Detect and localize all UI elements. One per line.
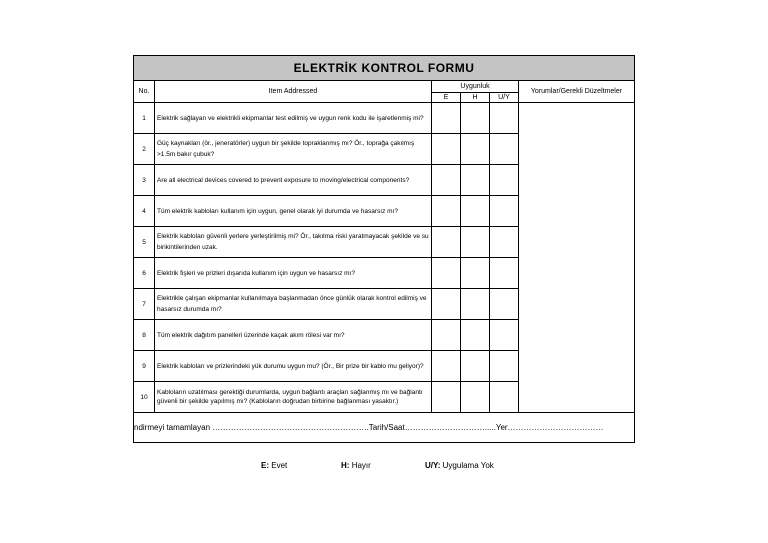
header-h: H [461, 93, 490, 103]
h-checkbox-cell[interactable] [461, 382, 490, 413]
legend-h: H: Hayır [341, 461, 371, 470]
uy-checkbox-cell[interactable] [490, 165, 519, 196]
header-no: No. [134, 81, 155, 103]
uy-checkbox-cell[interactable] [490, 196, 519, 227]
completed-by-field[interactable]: ndirmeyi tamamlayan ………………………………………………….. [134, 423, 369, 432]
h-checkbox-cell[interactable] [461, 289, 490, 320]
header-uygunluk: Uygunluk [432, 81, 519, 93]
header-comments: Yorumlar/Gerekli Düzeltmeler [519, 81, 635, 103]
h-checkbox-cell[interactable] [461, 196, 490, 227]
h-checkbox-cell[interactable] [461, 103, 490, 134]
h-checkbox-cell[interactable] [461, 320, 490, 351]
uy-checkbox-cell[interactable] [490, 103, 519, 134]
comments-cell[interactable] [519, 103, 635, 413]
form-title: ELEKTRİK KONTROL FORMU [134, 56, 635, 81]
e-checkbox-cell[interactable] [432, 289, 461, 320]
row-question: Elektrik kabloları güvenli yerlere yerleştirilmiş mi? Ör., takılma riski yaratmayacak şekilde ve su birikintilerinden uzak. [155, 227, 432, 258]
legend-e: E: Evet [261, 461, 288, 470]
uy-checkbox-cell[interactable] [490, 320, 519, 351]
row-question: Güç kaynakları (ör., jeneratörler) uygun bir şekilde topraklanmış mı? Ör., toprağa çakılmış >1.5m bakır çubuk? [155, 134, 432, 165]
row-question: Elektrikle çalışan ekipmanlar kullanılmaya başlanmadan önce günlük olarak kontrol edilmiş ve hasarsız durumda mı? [155, 289, 432, 320]
h-checkbox-cell[interactable] [461, 351, 490, 382]
row-number: 8 [134, 320, 155, 351]
electrical-check-form [133, 55, 633, 443]
e-checkbox-cell[interactable] [432, 196, 461, 227]
uy-checkbox-cell[interactable] [490, 134, 519, 165]
e-checkbox-cell[interactable] [432, 351, 461, 382]
row-question: Elektrik sağlayan ve elektrikli ekipmanlar test edilmiş ve uygun renk kodu ile işaretlenmiş mi? [155, 103, 432, 134]
row-number: 10 [134, 382, 155, 413]
e-checkbox-cell[interactable] [432, 103, 461, 134]
h-checkbox-cell[interactable] [461, 227, 490, 258]
uy-checkbox-cell[interactable] [490, 289, 519, 320]
signature-footer [134, 413, 635, 443]
row-number: 7 [134, 289, 155, 320]
header-item: Item Addressed [155, 81, 432, 103]
check-table [133, 55, 635, 443]
row-number: 9 [134, 351, 155, 382]
e-checkbox-cell[interactable] [432, 165, 461, 196]
row-question: Tüm elektrik kabloları kullanım için uygun, genel olarak iyi durumda ve hasarsız mı? [155, 196, 432, 227]
header-e: E [432, 93, 461, 103]
h-checkbox-cell[interactable] [461, 258, 490, 289]
row-question: Elektrik kabloları ve prizlerindeki yük durumu uygun mu? (Ör., Bir prize bir kablo mu geliyor)? [155, 351, 432, 382]
legend-uy: U/Y: Uygulama Yok [425, 461, 494, 470]
h-checkbox-cell[interactable] [461, 165, 490, 196]
e-checkbox-cell[interactable] [432, 320, 461, 351]
uy-checkbox-cell[interactable] [490, 258, 519, 289]
row-number: 6 [134, 258, 155, 289]
header-uy: U/Y [490, 93, 519, 103]
uy-checkbox-cell[interactable] [490, 351, 519, 382]
uy-checkbox-cell[interactable] [490, 227, 519, 258]
e-checkbox-cell[interactable] [432, 227, 461, 258]
date-time-field[interactable]: Tarih/Saat…………………………..... [368, 423, 496, 432]
row-number: 4 [134, 196, 155, 227]
row-question: Elektrik fişleri ve prizleri dışarıda kullanım için uygun ve hasarsız mı? [155, 258, 432, 289]
row-number: 2 [134, 134, 155, 165]
row-question: Tüm elektrik dağıtım panelleri üzerinde kaçak akım rölesi var mı? [155, 320, 432, 351]
e-checkbox-cell[interactable] [432, 258, 461, 289]
e-checkbox-cell[interactable] [432, 382, 461, 413]
uy-checkbox-cell[interactable] [490, 382, 519, 413]
row-number: 1 [134, 103, 155, 134]
row-number: 5 [134, 227, 155, 258]
place-field[interactable]: Yer……………………………… [495, 423, 604, 432]
e-checkbox-cell[interactable] [432, 134, 461, 165]
table-row [134, 103, 635, 134]
row-question: Are all electrical devices covered to prevent exposure to moving/electrical components? [155, 165, 432, 196]
row-number: 3 [134, 165, 155, 196]
row-question: Kabloların uzatılması gerektiği durumlarda, uygun bağlantı araçları sağlanmış mı ve bağlantı güvenli bir şekilde yapılmış mı? (Kabloların doğrudan birbirine bağlanması yasaktır.) [155, 382, 432, 413]
h-checkbox-cell[interactable] [461, 134, 490, 165]
